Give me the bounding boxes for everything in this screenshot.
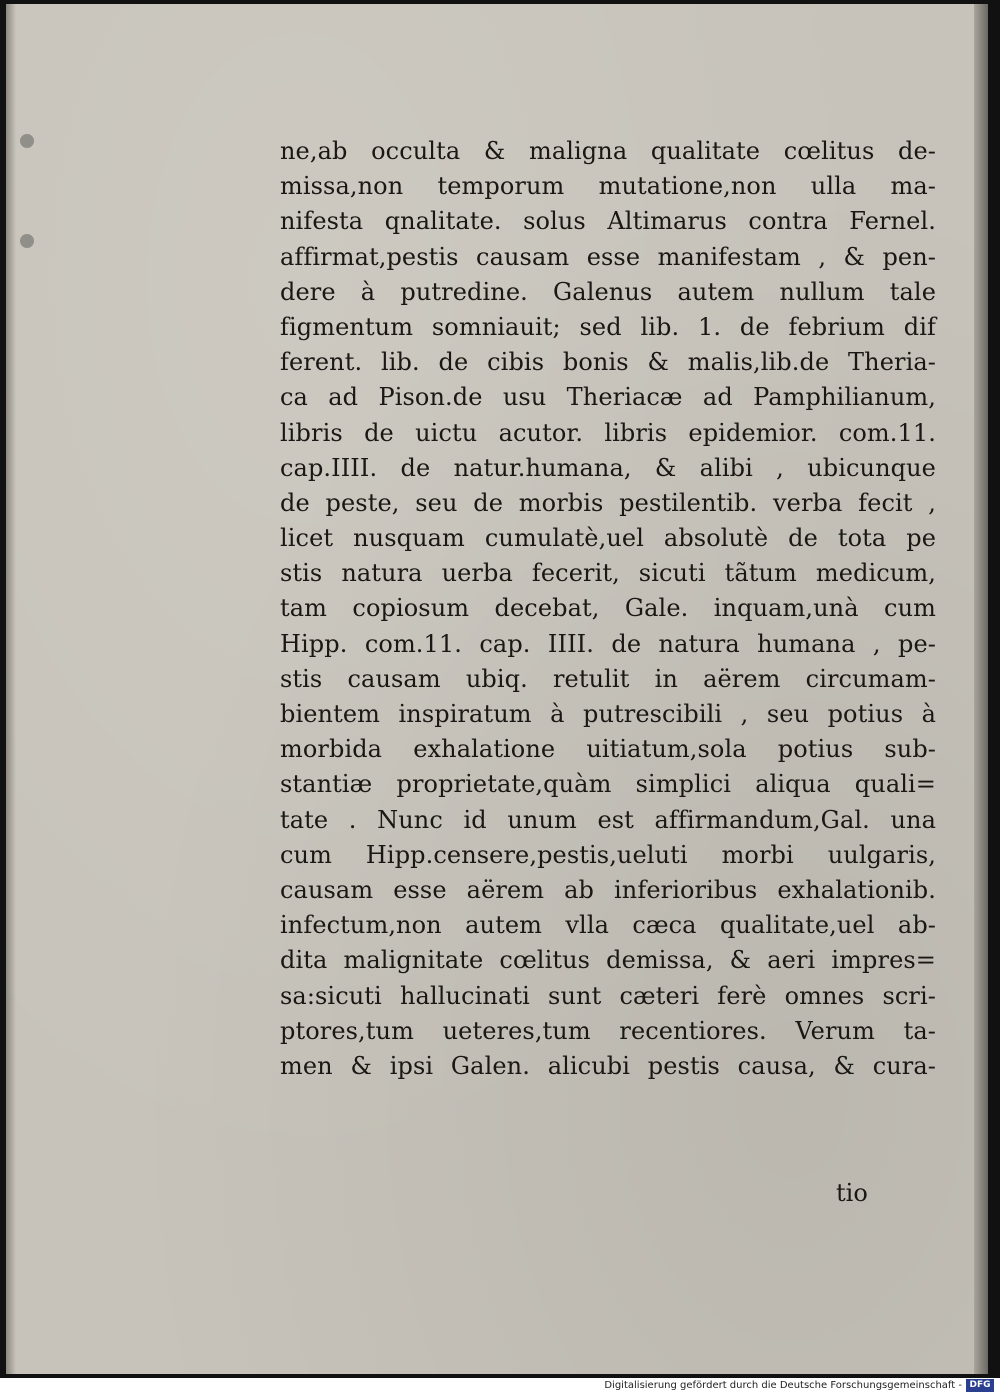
text-line: missa,non temporum mutatione,non ulla ma- [280,172,936,201]
dfg-logo-icon: DFG [966,1379,994,1392]
digitization-credit: Digitalisierung gefördert durch die Deutsche Forschungsgemeinschaft - [604,1380,962,1391]
body-text [280,134,936,1084]
margin-dot [20,234,34,248]
page-right-edge [974,4,988,1374]
text-line: bientem inspiratum à putrescibili , seu potius à [280,700,936,728]
text-line: ne,ab occulta & maligna qualitate cœlitus de- [280,137,936,165]
page-left-edge [6,4,16,1374]
text-line: licet nusquam cumulatè,uel absolutè de tota pe [280,524,936,553]
text-line: dita malignitate cœlitus demissa, & aeri impres= [280,946,936,975]
text-line: stis causam ubiq. retulit in aërem circumam- [280,664,936,693]
text-line: cap.IIII. de natur.humana, & alibi , ubicunque [280,453,936,482]
text-line: ptores,tum ueteres,tum recentiores. Verum ta- [280,1016,936,1045]
text-line: libris de uictu acutor. libris epidemior. com.11. [280,418,936,447]
text-line: sa:sicuti hallucinati sunt cæteri ferè omnes scri- [280,981,936,1010]
text-line: affirmat,pestis causam esse manifestam , & pen- [280,242,936,271]
text-line: dere à putredine. Galenus autem nullum tale [280,277,936,306]
book-page [6,4,988,1374]
text-line: figmentum somniauit; sed lib. 1. de febrium dif [280,312,936,341]
text-line: cum Hipp.censere,pestis,ueluti morbi uulgaris, [280,840,936,869]
text-line: ca ad Pison.de usu Theriacæ ad Pamphilianum, [280,383,936,412]
text-line: ferent. lib. de cibis bonis & malis,lib.de Theria- [280,348,936,377]
text-line: tam copiosum decebat, Gale. inquam,unà cum [280,594,936,623]
text-line: stantiæ proprietate,quàm simplici aliqua quali= [280,770,936,799]
margin-marks [20,124,50,424]
text-line: men & ipsi Galen. alicubi pestis causa, & cura- [280,1051,936,1080]
text-line: nifesta qnalitate. solus Altimarus contra Fernel. [280,207,936,236]
text-line: tate . Nunc id unum est affirmandum,Gal. una [280,805,936,834]
footer [0,1378,1000,1395]
text-line: infectum,non autem vlla cæca qualitate,uel ab- [280,911,936,940]
text-line: stis natura uerba fecerit, sicuti tãtum medicum, [280,559,936,588]
text-line: Hipp. com.11. cap. IIII. de natura humana , pe- [280,629,936,658]
text-line: de peste, seu de morbis pestilentib. verba fecit , [280,488,936,517]
text-line: causam esse aërem ab inferioribus exhalationib. [280,875,936,904]
catchword: tio [836,1179,868,1207]
margin-dot [20,134,34,148]
text-line: morbida exhalatione uitiatum,sola potius sub- [280,735,936,764]
